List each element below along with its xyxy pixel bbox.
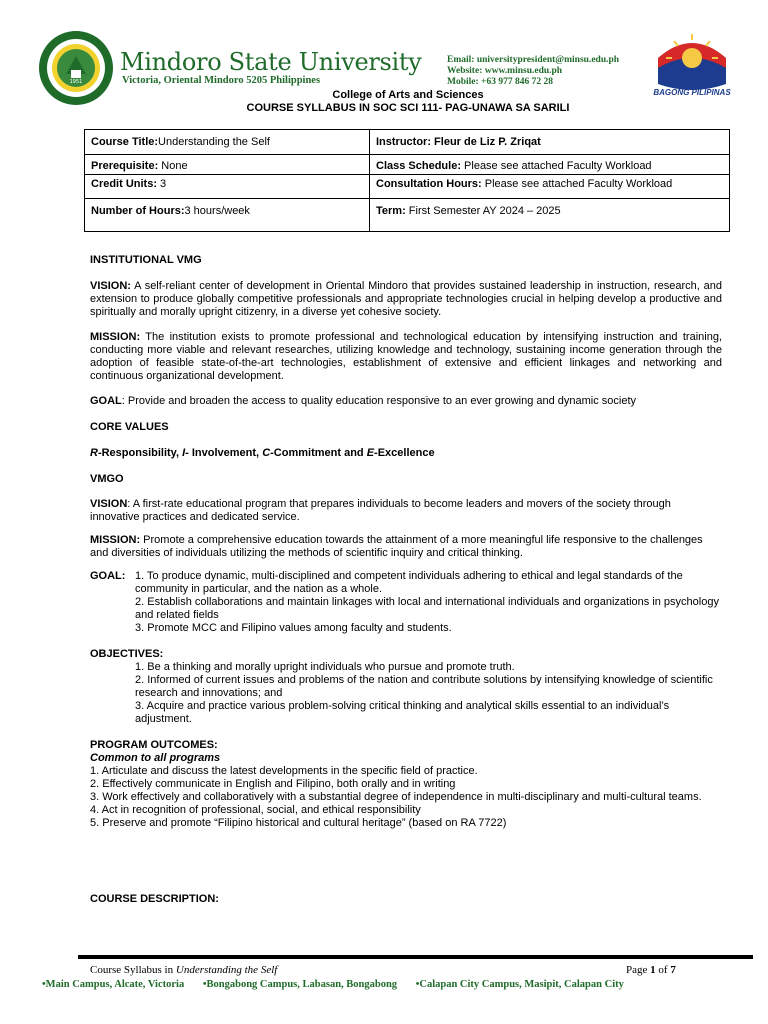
- list-item: 3. Work effectively and collaboratively with a substantial degree of independence in multi-disciplinary and multi-cultural teams.: [90, 791, 702, 803]
- vmgo-heading: VMGO: [90, 473, 124, 485]
- table-row: [85, 199, 730, 232]
- program-outcomes-subheading: Common to all programs: [90, 752, 221, 764]
- core-values-heading: CORE VALUES: [90, 421, 169, 433]
- instructor-cell: Instructor: Fleur de Liz P. Zriqat: [370, 130, 730, 155]
- institutional-vision: VISION: A self-reliant center of development in Oriental Mindoro that provides sustained leadership in instruction, research, and extension to produce globally competitive professionals and appropriate technologies crucial in helping develop a productive and spiritually and morally upright citizenry, in a diverse yet cohesive society.: [90, 280, 722, 318]
- list-item: 4. Act in recognition of professional, social, and ethical responsibility: [90, 804, 421, 816]
- footer-course: Course Syllabus in Understanding the Self: [90, 964, 278, 976]
- course-description-heading: COURSE DESCRIPTION:: [90, 893, 219, 905]
- institutional-mission: MISSION: The institution exists to promote professional and technological education by intensifying instruction and training, conducting more viable and relevant researches, utilizing knowledge and technology, sustaining income generation through the adoption of feasible state-of-the-art technologies, establishment of extensive and efficient linkages and networking and continuous organizational development.: [90, 331, 722, 382]
- document-titles: [0, 89, 768, 115]
- syllabus-content: [90, 254, 722, 906]
- credit-units-cell: Credit Units: 3: [85, 175, 370, 199]
- course-info-table: [84, 129, 730, 232]
- list-item: 2. Effectively communicate in English and Filipino, both orally and in writing: [90, 778, 456, 790]
- table-row: [85, 130, 730, 155]
- list-item: 3. Promote MCC and Filipino values among faculty and students.: [135, 622, 452, 634]
- campus-bongabong: •Bongabong Campus, Labasan, Bongabong: [202, 979, 398, 990]
- list-item: 3. Acquire and practice various problem-solving critical thinking and analytical skills essential to an individual’s adjustment.: [135, 700, 670, 725]
- contact-block: [447, 55, 619, 88]
- list-item: 5. Preserve and promote “Filipino historical and cultural heritage” (based on RA 7722): [90, 817, 507, 829]
- core-values-list: R-Responsibility, I- Involvement, C-Commitment and E-Excellence: [90, 447, 435, 459]
- course-title-cell: Course Title:Understanding the Self: [85, 130, 370, 155]
- bagong-pilipinas-label: BAGONG PILIPINAS: [653, 88, 731, 97]
- list-item: 1. Be a thinking and morally upright individuals who pursue and promote truth.: [135, 661, 515, 673]
- vmgo-vision: VISION: A first-rate educational program that prepares individuals to become leaders and movers of the society through innovative practices and dedicated service.: [90, 498, 671, 523]
- syllabus-title: COURSE SYLLABUS IN SOC SCI 111- PAG-UNAWA SA SARILI: [246, 102, 570, 114]
- footer-campuses: [42, 979, 742, 990]
- footer-divider: [78, 955, 753, 959]
- svg-text:1951: 1951: [69, 79, 83, 85]
- campus-calapan: •Calapan City Campus, Masipit, Calapan City: [415, 979, 624, 990]
- hours-cell: Number of Hours:3 hours/week: [85, 199, 370, 232]
- list-item: 1. To produce dynamic, multi-disciplined and competent individuals adhering to ethical and legal standards of the community in particular, and the nation as a whole.: [135, 570, 683, 595]
- list-item: 2. Informed of current issues and problems of the nation and contribute solutions by intensifying knowledge of scientific research and innovations; and: [135, 674, 713, 699]
- university-name: Mindoro State University: [120, 48, 422, 76]
- table-row: [85, 175, 730, 199]
- consultation-cell: Consultation Hours: Please see attached Faculty Workload: [370, 175, 730, 199]
- university-address: Victoria, Oriental Mindoro 5205 Philippines: [122, 75, 321, 86]
- college-name: College of Arts and Sciences: [332, 89, 484, 101]
- objectives-list: [90, 661, 722, 726]
- footer-page-number: Page 1 of 7: [626, 964, 676, 976]
- contact-mobile: Mobile: +63 977 846 72 28: [447, 77, 553, 87]
- institutional-heading: INSTITUTIONAL VMG: [90, 254, 202, 266]
- prerequisite-cell: Prerequisite: None: [85, 155, 370, 175]
- table-row: [85, 155, 730, 175]
- program-outcomes-heading: PROGRAM OUTCOMES:: [90, 739, 218, 751]
- vmgo-mission: MISSION: Promote a comprehensive education towards the attainment of a more meaningful life responsive to the challenges and diversities of individuals utilizing the methods of scientific inquiry and critical thinking.: [90, 534, 703, 559]
- contact-website[interactable]: Website: www.minsu.edu.ph: [447, 66, 563, 76]
- letterhead: [0, 0, 768, 100]
- class-schedule-cell: Class Schedule: Please see attached Faculty Workload: [370, 155, 730, 175]
- campus-main: •Main Campus, Alcate, Victoria: [42, 979, 185, 990]
- list-item: 2. Establish collaborations and maintain linkages with local and international individuals and organizations in psychology and related fields: [135, 596, 719, 621]
- term-cell: Term: First Semester AY 2024 – 2025: [370, 199, 730, 232]
- institutional-goal: GOAL: Provide and broaden the access to quality education responsive to an ever growing and dynamic society: [90, 395, 637, 407]
- contact-email[interactable]: Email: universitypresident@minsu.edu.ph: [447, 55, 620, 65]
- vmgo-goals: GOAL: 1. To produce dynamic, multi-disciplined and competent individuals adhering to ethical and legal standards of the community in particular, and the nation as a whole. 2. Establish collaborations and maintain linkages with local and international individuals and organizations in psychology and related fields 3. Promote MCC and Filipino values among faculty and students.: [90, 570, 722, 635]
- list-item: 1. Articulate and discuss the latest developments in the specific field of practice.: [90, 765, 478, 777]
- objectives-heading: OBJECTIVES:: [90, 648, 164, 660]
